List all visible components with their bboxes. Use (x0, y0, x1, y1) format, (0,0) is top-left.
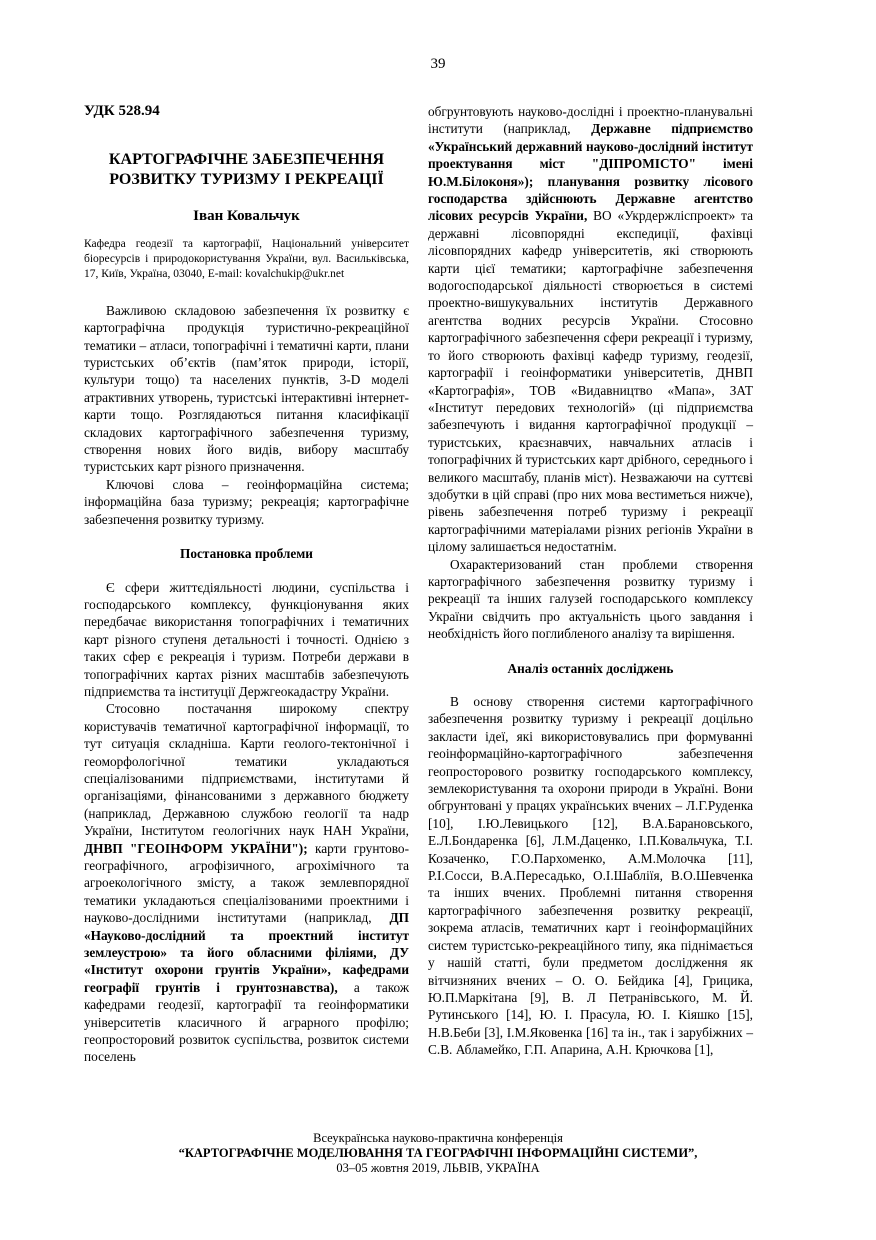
left-column (84, 103, 409, 1066)
footer-line-1: Всеукраїнська науково-практична конференція (313, 1131, 563, 1145)
page-number: 39 (430, 56, 446, 72)
right-column (428, 103, 753, 1059)
problem-paragraph-1: Є сфери життєдіяльності людини, суспільства і господарського комплексу, функціонування яких передбачає використання топографічних і тематичних карт різного ступеня детальності і точності. Однією з таких сфер є рекреація і туризм. Потреби держави в топографічних картах різних масштабів забезпечують підприємства та інституції Держгеокадастру України. (84, 579, 409, 699)
continued-paragraph (428, 103, 753, 556)
abstract: Важливою складовою забезпечення їх розвитку є картографічна продукція туристично-рекреаційної тематики – атласи, топографічні і тематичні карти, плани туристських об’єктів (пам’яток природи, історії, культури тощо) та населених пунктів, 3-D моделі атрактивних утворень, туристські інтерактивні інтернет-карти тощо. Розглядаються питання класифікації складових картографічного забезпечення туризму, створення нових його видів, вибору масштабу туристських карт різного призначення. (84, 302, 409, 475)
author-name: Іван Ковальчук (193, 208, 300, 225)
section-heading-problem: Постановка проблеми (180, 546, 313, 562)
paragraph-text: а також кафедрами геодезії, картографії та геоінформатики університетів класичного й аграрного профілю; геопросторовий розвиток суспільства, розвиток системи поселень (84, 979, 410, 1065)
keywords: Ключові слова – геоінформаційна система; інформаційна база туризму; рекреація; картографічне забезпечення розвитку туризму. (84, 476, 409, 527)
footer-conference-title: “КАРТОГРАФІЧНЕ МОДЕЛЮВАННЯ ТА ГЕОГРАФІЧНІ ІНФОРМАЦІЙНІ СИСТЕМИ”, (178, 1146, 698, 1160)
state-paragraph: Охарактеризований стан проблеми створення картографічного забезпечення розвитку туризму і рекреації та інших галузей господарського комплексу України свідчить про актуальність цього завдання і необхідність його поглибленого аналізу та вирішення. (428, 556, 753, 642)
author-affiliation: Кафедра геодезії та картографії, Національний університет біоресурсів і природокористування України, вул. Васильківська, 17, Київ, Україна, 03040, E-mail: kovalchukip@ukr.net (84, 237, 409, 280)
paragraph-text: Стосовно постачання широкому спектру користувачів тематичної картографічної інформації, то тут ситуація складніша. Карти геолого-тектонічної і геоморфологічної тематики укладаються спеціалізованими підприємствами, інститутами й організаціями, фінансованими з державного бюджету (наприклад, Державною службою геології та надр України, Інститутом геологічних наук НАН України, (84, 701, 409, 839)
paragraph-text: обгрунтовують науково-дослідні і проектно-планувальні інститути (наприклад, (428, 104, 753, 137)
bold-institution: Державне підприємство «Український державний науково-дослідний інститут проектування міст "ДІПРОМІСТО" імені Ю.М.Білоконя»); планування розвитку лісового господарства здійснюють Державне агентство лісових ресурсів України, (428, 121, 753, 224)
bold-institution: ДП «Науково-дослідний та проектний інститут землеустрою» та його обласними філіями, ДУ «Інститут охорони грунтів України», кафедрами географії грунтів і грунтознавства), (84, 910, 410, 995)
conference-footer (0, 1131, 876, 1176)
udk-code: УДК 528.94 (84, 103, 160, 119)
paragraph-text: ВО «Укрдержліспроект» та державні лісовпорядні експедиції, фахівці лісовпорядних кафедр університетів, які створюють карти цієї тематики; картографічне забезпечення водогосподарської діяльності створюється в системі проектно-вишукувальних інститутів Державного агентства водних ресурсів України. Стосовно картографічного забезпечення сфери рекреації і туризму, то його створюють фахівці кафедр туризму, геодезії, картографії і геоінформатики університетів, ДНВП «Картографія», ТОВ «Видавництво «Мапа», ЗАТ «Інститут передових технологій» (ці підприємства забезпечують і видання картографічної продукції – туристських, краєзнавчих, навчальних атласів і топографічних й туристських карт дрібного, середнього і великого масштабу, планів міст). Незважаючи на суттєві здобутки в цій справі (про них мова вестиметься нижче), рівень забезпечення потреб туризму і рекреації картографічними матеріалами різних регіонів України в цілому залишається недостатнім. (428, 208, 753, 555)
problem-paragraph-2 (84, 700, 409, 1066)
paper-title: КАРТОГРАФІЧНЕ ЗАБЕЗПЕЧЕННЯ РОЗВИТКУ ТУРИЗМУ І РЕКРЕАЦІЇ (108, 151, 385, 189)
section-heading-analysis: Аналіз останніх досліджень (507, 660, 674, 676)
paragraph-text: карти грунтово-географічного, агрофізичного, агрохімічного та агроекологічного змісту, а також землевпорядної тематики укладаються спеціалізованими проектними і науково-дослідними інститутами (наприклад, (84, 840, 409, 926)
analysis-paragraph: В основу створення системи картографічного забезпечення розвитку туризму і рекреації доцільно закласти ідеї, які використовувались при формуванні геоінформаційно-картографічного забезпечення геопросторового розвитку господарського комплексу, землекористування та охорони природи в Україні. Вони обгрунтовані у працях українських вчених – Л.Г.Руденка [10], І.Ю.Левицького [12], В.А.Барановського, Е.Л.Бондаренка [6], Л.М.Даценко, І.П.Ковальчука, Т.І. Козаченко, Г.О.Пархоменко, А.М.Молочка [11], Р.І.Сосси, В.А.Пересадько, О.І.Шабліїя, В.О.Шевченка та інших вчених. Проблемні питання створення картографічного забезпечення розвитку рекреації, зокрема атласів, тематичних карт і геоінформаційних систем туристсько-рекреаційного типу, яка піднімається у нашій статті, були предметом дослідження як вітчизняних вчених – О. О. Бейдика [4], Грицика, Ю.П.Маркітана [9], В. Л Петранівського, М. Й. Рутинського [14], Ю. І. Прасула, Ю. І. Кіяшко [15], Н.В.Беби [3], І.М.Яковенка [16] та ін., так і зарубіжних – С.В. Абламейко, Г.П. Апарина, А.Н. Крючкова [1], (428, 694, 753, 1058)
footer-date-place: 03–05 жовтня 2019, ЛЬВІВ, УКРАЇНА (336, 1161, 540, 1175)
bold-institution: ДНВП "ГЕОІНФОРМ УКРАЇНИ"); (84, 840, 308, 856)
